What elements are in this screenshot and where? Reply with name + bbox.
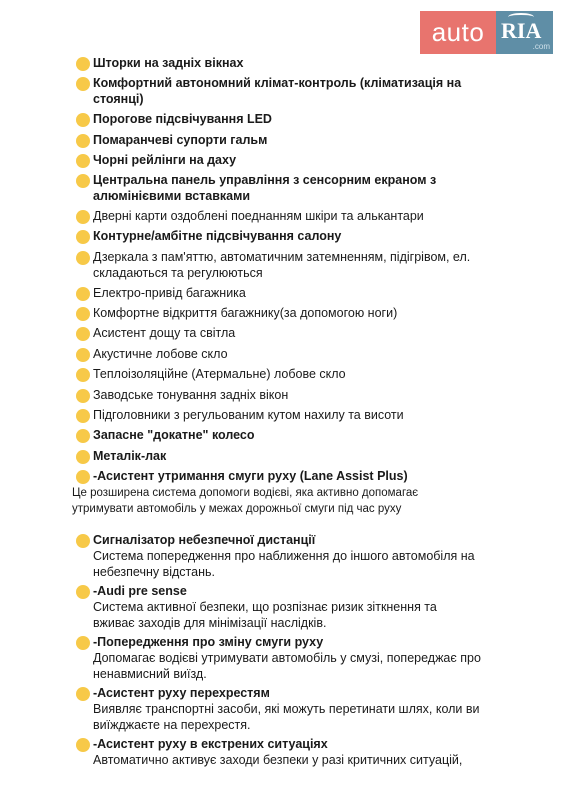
logo-ria-text: RIA <box>501 18 542 43</box>
list-item-label: Шторки на задніх вікнах <box>93 56 244 70</box>
bullet-dot-icon <box>76 389 90 403</box>
bullet-dot-icon <box>76 738 90 752</box>
list-item-label: Металік-лак <box>93 449 167 463</box>
list-item-label: Асистент дощу та світла <box>93 326 236 340</box>
bullet-dot-icon <box>76 287 90 301</box>
feature-description: Виявляє транспортні засоби, які можуть перетинати шлях, коли ви виїжджаєте на перехрестя. <box>93 702 480 732</box>
bullet-dot-icon <box>76 636 90 650</box>
feature-description: Система попередження про наближення до іншого автомобіля на небезпечну відстань. <box>93 549 475 579</box>
autoria-logo <box>420 11 553 54</box>
bullet-dot-icon <box>76 585 90 599</box>
bullet-dot-icon <box>76 327 90 341</box>
feature-title: -Асистент руху перехрестям <box>93 686 270 700</box>
bullet-dot-icon <box>76 77 90 91</box>
logo-domain: .com <box>532 42 550 51</box>
bullet-dot-icon <box>76 174 90 188</box>
list-item-label: Комфортне відкриття багажнику(за допомогою ноги) <box>93 306 398 320</box>
list-item-label: Помаранчеві супорти гальм <box>93 133 268 147</box>
lane-assist-description: Це розширена система допомоги водієві, яка активно допомагає утримувати автомобіль у межах дорожньої смуги під час руху <box>72 487 419 515</box>
list-item-label: -Асистент утримання смуги руху (Lane Assist Plus) <box>93 469 408 483</box>
feature-title: -Асистент руху в екстрених ситуаціях <box>93 737 328 751</box>
list-item-label: Запасне "докатне" колесо <box>93 428 255 442</box>
list-item-label: Чорні рейлінги на даху <box>93 153 237 167</box>
bullet-dot-icon <box>76 210 90 224</box>
bullet-dot-icon <box>76 687 90 701</box>
bullet-dot-icon <box>76 307 90 321</box>
logo-auto-part: auto <box>420 11 496 54</box>
feature-title: -Audi pre sense <box>93 584 187 598</box>
bullet-dot-icon <box>76 230 90 244</box>
feature-description: Автоматично активує заходи безпеки у разі критичних ситуацій, <box>93 753 463 767</box>
bullet-dot-icon <box>76 429 90 443</box>
feature-title: Сигналізатор небезпечної дистанції <box>93 533 316 547</box>
list-item-label: Дверні карти оздоблені поеднанням шкіри та алькантари <box>93 209 424 223</box>
bullet-dot-icon <box>76 470 90 484</box>
bullet-dot-icon <box>76 113 90 127</box>
feature-description: Система активної безпеки, що розпізнає ризик зіткнення та вживає заходів для мінімізації наслідків. <box>93 600 437 630</box>
bullet-dot-icon <box>76 251 90 265</box>
feature-description: Допомагає водієві утримувати автомобіль у смузі, попереджає про ненавмисний виїзд. <box>93 651 481 681</box>
list-item-label: Контурне/амбітне підсвічування салону <box>93 229 342 243</box>
list-item-label: Електро-привід багажника <box>93 286 246 300</box>
list-item-label: Акустичне лобове скло <box>93 347 228 361</box>
bullet-dot-icon <box>76 134 90 148</box>
bullet-dot-icon <box>76 409 90 423</box>
list-item-label: Комфортний автономний клімат-контроль (кліматизація на стоянці) <box>93 76 462 106</box>
feature-title: -Попередження про зміну смуги руху <box>93 635 324 649</box>
logo-ria-part <box>496 11 553 54</box>
list-item-label: Порогове підсвічування LED <box>93 112 272 126</box>
bullet-dot-icon <box>76 348 90 362</box>
list-item-label: Теплоізоляційне (Атермальне) лобове скло <box>93 367 346 381</box>
bullet-dot-icon <box>76 368 90 382</box>
list-item-label: Заводське тонування задніх вікон <box>93 388 289 402</box>
bullet-dot-icon <box>76 154 90 168</box>
bullet-dot-icon <box>76 534 90 548</box>
list-item-label: Дзеркала з пам'яттю, автоматичним затемненням, підігрівом, ел. складаються та регулюються <box>93 250 471 280</box>
list-item-label: Підголовники з регульованим кутом нахилу та висоти <box>93 408 404 422</box>
list-item-label: Центральна панель управління з сенсорним екраном з алюмінієвими вставками <box>93 173 437 203</box>
bullet-dot-icon <box>76 450 90 464</box>
bullet-dot-icon <box>76 57 90 71</box>
